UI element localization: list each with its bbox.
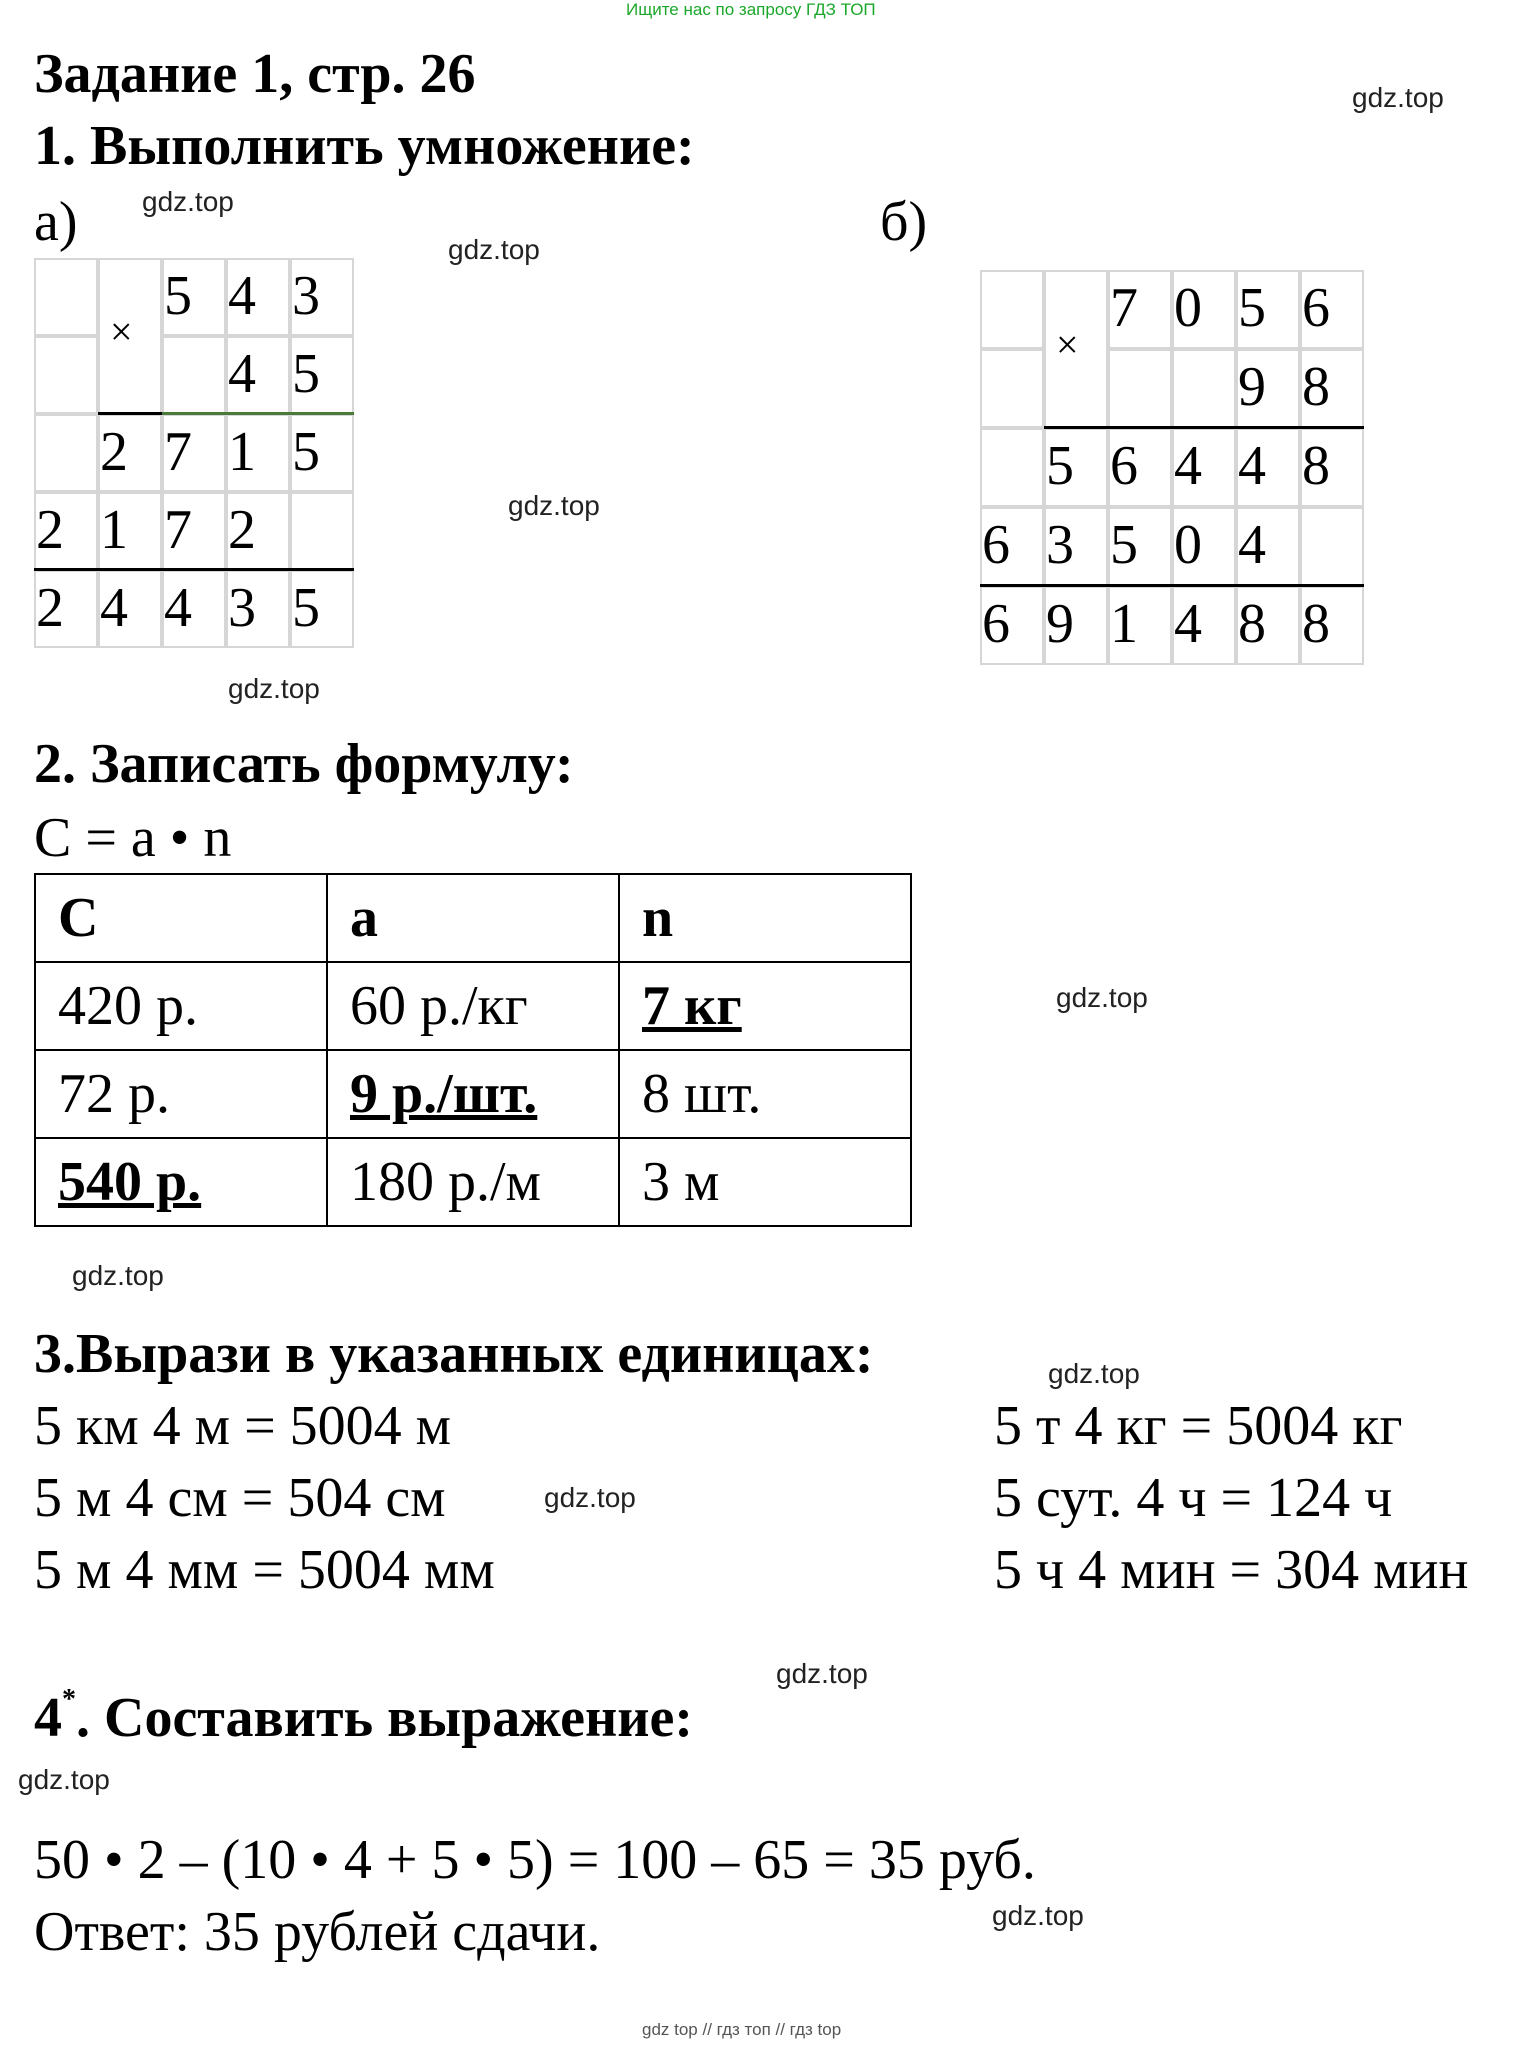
digit: 5 — [164, 265, 192, 327]
digit: 0 — [1174, 277, 1202, 339]
digit-cell — [98, 414, 162, 492]
conversion-right: 5 т 4 кг = 5004 кг — [994, 1395, 1403, 1457]
digit-cell — [290, 258, 354, 336]
digit-cell — [1108, 586, 1172, 665]
digit: 4 — [228, 265, 256, 327]
digit: 1 — [1110, 593, 1138, 655]
digit-cell — [1236, 428, 1300, 507]
digit-cell — [1044, 428, 1108, 507]
digit: 3 — [228, 577, 256, 639]
digit-cell — [980, 507, 1044, 586]
digit: 5 — [292, 421, 320, 483]
digit: 6 — [982, 514, 1010, 576]
formula: С = a • n — [34, 807, 232, 869]
watermark: gdz.top — [228, 673, 320, 704]
table-cell: 180 р./м — [327, 1138, 619, 1226]
digit-cell — [1108, 507, 1172, 586]
digit-cell — [226, 258, 290, 336]
digit: 4 — [228, 343, 256, 405]
digit-cell — [162, 570, 226, 648]
digit-cell — [162, 258, 226, 336]
expression: 50 • 2 – (10 • 4 + 5 • 5) = 100 – 65 = 35 руб. — [34, 1829, 1036, 1891]
digit-cell — [980, 349, 1044, 428]
digit-cell — [1044, 507, 1108, 586]
digit: 2 — [100, 421, 128, 483]
conversion-right: 5 сут. 4 ч = 124 ч — [994, 1467, 1393, 1529]
digit-cell — [290, 492, 354, 570]
table-cell: 8 шт. — [619, 1050, 911, 1138]
sum-line — [162, 412, 354, 415]
digit-cell — [1172, 270, 1236, 349]
digit-cell — [1236, 349, 1300, 428]
digit: 5 — [292, 343, 320, 405]
digit-cell — [226, 336, 290, 414]
digit: 6 — [1110, 435, 1138, 497]
task3-heading: 3.Вырази в указанных единицах: — [34, 1323, 874, 1385]
digit: 6 — [1302, 277, 1330, 339]
multiply-sign-cell — [98, 258, 162, 414]
digit-cell — [1172, 349, 1236, 428]
conversion-left: 5 м 4 мм = 5004 мм — [34, 1539, 495, 1601]
footer-note: gdz top // гдз топ // гдз top — [642, 2020, 842, 2039]
digit-cell — [1044, 586, 1108, 665]
formula-table — [34, 873, 912, 1227]
table-cell: 60 р./кг — [327, 962, 619, 1050]
digit: 7 — [1110, 277, 1138, 339]
digit: 4 — [1238, 514, 1266, 576]
watermark: gdz.top — [142, 186, 234, 217]
digit: 3 — [292, 265, 320, 327]
digit-cell — [34, 258, 98, 336]
digit-cell — [980, 428, 1044, 507]
table-row — [35, 1138, 911, 1226]
header-cell: С — [35, 874, 327, 962]
digit: 4 — [1174, 435, 1202, 497]
watermark: gdz.top — [1056, 982, 1148, 1013]
digit-cell — [1172, 507, 1236, 586]
digit: 8 — [1302, 593, 1330, 655]
digit-cell — [1108, 428, 1172, 507]
digit-cell — [1300, 270, 1364, 349]
digit-cell — [162, 492, 226, 570]
digit-cell — [980, 586, 1044, 665]
sum-line — [980, 584, 1364, 587]
multiply-sign: × — [110, 309, 133, 354]
watermark: gdz.top — [544, 1482, 636, 1513]
digit-cell — [290, 336, 354, 414]
task1-b-label: б) — [880, 191, 928, 253]
table-cell: 72 р. — [35, 1050, 327, 1138]
digit-cell — [34, 414, 98, 492]
digit-cell — [162, 336, 226, 414]
digit-cell — [34, 336, 98, 414]
digit: 5 — [1046, 435, 1074, 497]
digit-cell — [162, 414, 226, 492]
task4-star: * — [62, 1684, 76, 1715]
digit: 3 — [1046, 514, 1074, 576]
conversion-right: 5 ч 4 мин = 304 мин — [994, 1539, 1469, 1601]
digit-cell — [1172, 586, 1236, 665]
digit: 5 — [292, 577, 320, 639]
watermark: gdz.top — [448, 234, 540, 265]
digit: 9 — [1046, 593, 1074, 655]
table-cell: 9 р./шт. — [327, 1050, 619, 1138]
conversion-left: 5 км 4 м = 5004 м — [34, 1395, 452, 1457]
multiply-sign: × — [1056, 322, 1079, 367]
digit-cell — [1300, 586, 1364, 665]
digit: 7 — [164, 421, 192, 483]
digit-cell — [1300, 349, 1364, 428]
digit-cell — [290, 570, 354, 648]
digit: 4 — [1238, 435, 1266, 497]
digit: 2 — [36, 499, 64, 561]
sum-line — [34, 568, 354, 571]
digit-cell — [980, 270, 1044, 349]
digit-cell — [1236, 507, 1300, 586]
sum-line — [1044, 426, 1364, 429]
digit: 8 — [1302, 435, 1330, 497]
digit: 8 — [1238, 593, 1266, 655]
digit: 2 — [228, 499, 256, 561]
task4-number: 4 — [34, 1687, 62, 1749]
digit-cell — [98, 570, 162, 648]
digit-cell — [1300, 507, 1364, 586]
digit-cell — [226, 570, 290, 648]
digit-cell — [1108, 270, 1172, 349]
task2-heading: 2. Записать формулу: — [34, 733, 574, 795]
digit: 6 — [982, 593, 1010, 655]
watermark: gdz.top — [18, 1764, 110, 1795]
digit-cell — [34, 570, 98, 648]
task1-heading: 1. Выполнить умножение: — [34, 115, 695, 177]
search-hint: Ищите нас по запросу ГДЗ ТОП — [626, 0, 876, 19]
digit: 2 — [36, 577, 64, 639]
task1-a-label: а) — [34, 191, 78, 253]
conversion-left: 5 м 4 см = 504 см — [34, 1467, 446, 1529]
digit-cell — [1236, 586, 1300, 665]
watermark: gdz.top — [1048, 1358, 1140, 1389]
table-cell: 3 м — [619, 1138, 911, 1226]
table-row — [35, 1050, 911, 1138]
multiply-sign-cell — [1044, 270, 1108, 428]
digit-cell — [34, 492, 98, 570]
sum-line — [98, 412, 162, 415]
digit: 0 — [1174, 514, 1202, 576]
digit-cell — [1236, 270, 1300, 349]
digit-cell — [226, 414, 290, 492]
digit-cell — [98, 492, 162, 570]
table-cell: 420 р. — [35, 962, 327, 1050]
watermark: gdz.top — [776, 1658, 868, 1689]
digit: 8 — [1302, 356, 1330, 418]
digit: 5 — [1238, 277, 1266, 339]
digit: 4 — [100, 577, 128, 639]
watermark: gdz.top — [72, 1260, 164, 1291]
digit: 1 — [228, 421, 256, 483]
digit-cell — [226, 492, 290, 570]
digit: 9 — [1238, 356, 1266, 418]
task4-heading — [34, 1684, 693, 1750]
digit-cell — [1108, 349, 1172, 428]
digit: 1 — [100, 499, 128, 561]
table-cell: 540 р. — [35, 1138, 327, 1226]
digit: 4 — [1174, 593, 1202, 655]
digit-cell — [290, 414, 354, 492]
table-row — [35, 962, 911, 1050]
watermark: gdz.top — [1352, 82, 1444, 113]
table-header-row — [35, 874, 911, 962]
digit: 7 — [164, 499, 192, 561]
answer: Ответ: 35 рублей сдачи. — [34, 1901, 601, 1963]
page-title: Задание 1, стр. 26 — [34, 43, 476, 105]
digit: 4 — [164, 577, 192, 639]
task4-heading-text: . Составить выражение: — [76, 1687, 693, 1749]
watermark: gdz.top — [992, 1900, 1084, 1931]
watermark: gdz.top — [508, 490, 600, 521]
header-cell: a — [327, 874, 619, 962]
digit-cell — [1172, 428, 1236, 507]
header-cell: n — [619, 874, 911, 962]
table-cell: 7 кг — [619, 962, 911, 1050]
digit-cell — [1300, 428, 1364, 507]
digit: 5 — [1110, 514, 1138, 576]
